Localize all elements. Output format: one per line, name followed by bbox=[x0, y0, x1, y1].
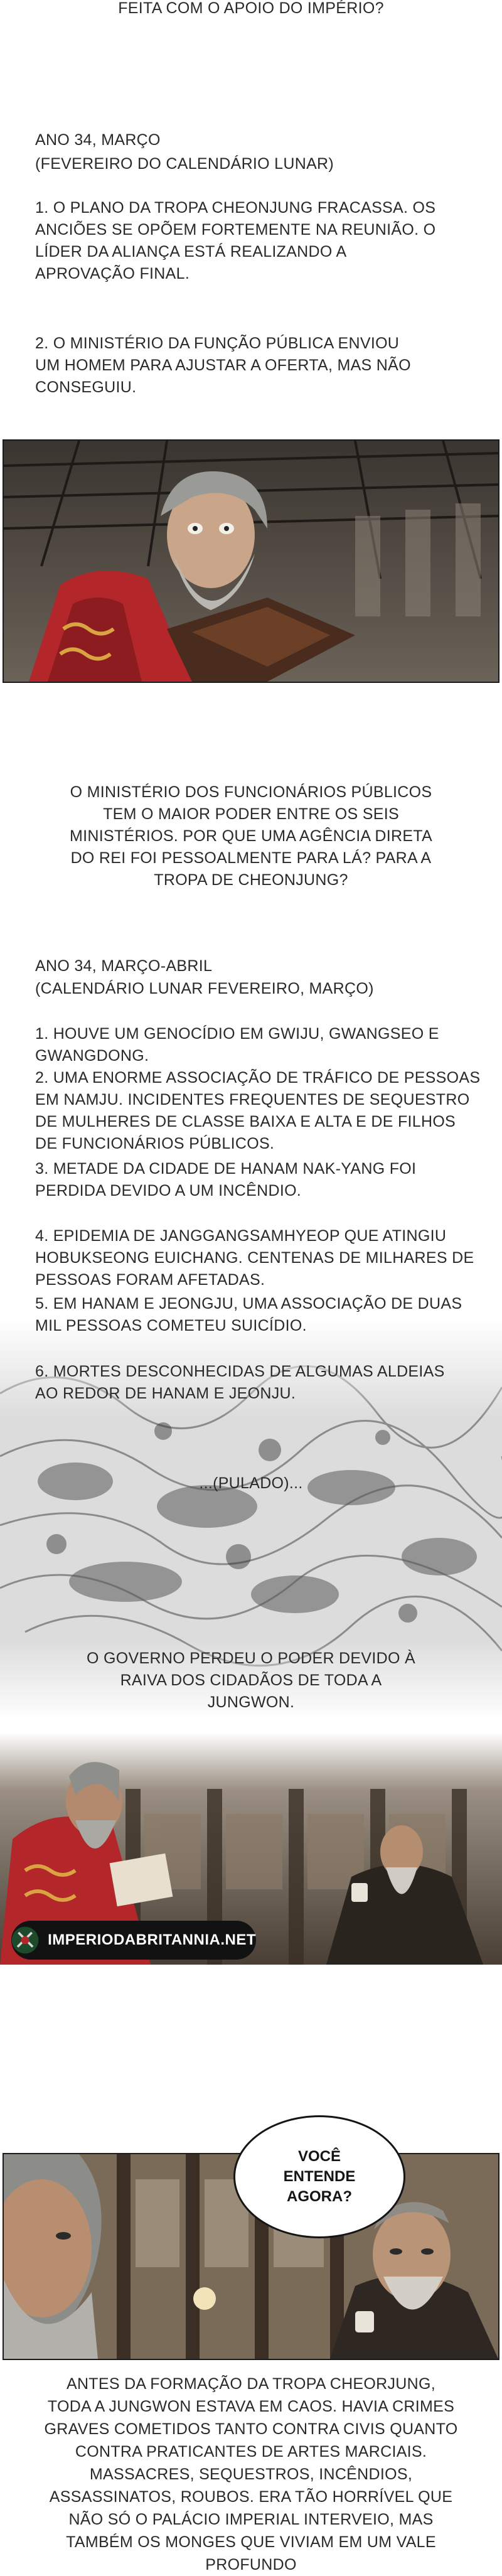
speech-bubble bbox=[233, 2115, 405, 2238]
top-caption: FEITA COM O APOIO DO IMPÉRIO? bbox=[118, 0, 384, 17]
elder-reading-illustration bbox=[4, 441, 498, 682]
record1-item1: 1. O PLANO DA TROPA CHEONJUNG FRACASSA. OS ANCIÕES SE OPÕEM FORTEMENTE NA REUNIÃO. O LÍDER DA ALIANÇA ESTÁ REALIZANDO A APROVAÇÃO FINAL. bbox=[35, 199, 436, 282]
panel-hall-scene bbox=[0, 1732, 502, 1965]
record2-date: ANO 34, MARÇO-ABRIL bbox=[35, 957, 213, 975]
record1-date: ANO 34, MARÇO bbox=[35, 131, 161, 149]
record2-item1: 1. HOUVE UM GENOCÍDIO EM GWIJU, GWANGSEO E GWANGDONG. bbox=[35, 1025, 439, 1065]
record1-calendar: (FEVEREIRO DO CALENDÁRIO LUNAR) bbox=[35, 155, 334, 173]
government-caption: O GOVERNO PERDEU O PODER DEVIDO À RAIVA DOS CIDADÃOS DE TODA A JUNGWON. bbox=[87, 1650, 415, 1711]
ministry-question: O MINISTÉRIO DOS FUNCIONÁRIOS PÚBLICOS TEM O MAIOR PODER ENTRE OS SEIS MINISTÉRIOS. POR QUE UMA AGÊNCIA DIRETA DO REI FOI PESSOALMENTE PARA LÁ? PARA A TROPA DE CHEONJUNG? bbox=[70, 783, 432, 889]
watermark-text: IMPERIODABRITANNIA.NET bbox=[48, 1931, 256, 1948]
record2-item2: 2. UMA ENORME ASSOCIAÇÃO DE TRÁFICO DE PESSOAS EM NAMJU. INCIDENTES FREQUENTES DE SEQUESTRO DE MULHERES DE CLASSE BAIXA E ALTA E DE FILHOS DE FUNCIONÁRIOS PÚBLICOS. bbox=[35, 1069, 481, 1152]
record2-item3: 3. METADE DA CIDADE DE HANAM NAK-YANG FOI PERDIDA DEVIDO A UM INCÊNDIO. bbox=[35, 1160, 417, 1199]
record2-item5: 5. EM HANAM E JEONGJU, UMA ASSOCIAÇÃO DE DUAS MIL PESSOAS COMETEU SUICÍDIO. bbox=[35, 1295, 462, 1334]
record1-item2: 2. O MINISTÉRIO DA FUNÇÃO PÚBLICA ENVIOU UM HOMEM PARA AJUSTAR A OFERTA, MAS NÃO CONSEGUIU. bbox=[35, 335, 411, 396]
panel-elder-reading bbox=[3, 439, 499, 683]
skipped-note: ...(PULADO)... bbox=[199, 1474, 303, 1492]
speech-text: VOCÊ ENTENDE AGORA? bbox=[283, 2148, 356, 2205]
record2-item6: 6. MORTES DESCONHECIDAS DE ALGUMAS ALDEIAS AO REDOR DE HANAM E JEONJU. bbox=[35, 1363, 445, 1402]
watermark-badge bbox=[11, 1921, 256, 1960]
crossed-swords-logo-icon bbox=[11, 1921, 39, 1960]
bottom-caption: ANTES DA FORMAÇÃO DA TROPA CHEORJUNG, TODA A JUNGWON ESTAVA EM CAOS. HAVIA CRIMES GRAVES COMETIDOS TANTO CONTRA CIVIS QUANTO CONTRA PRATICANTES DE ARTES MARCIAIS. MASSACRES, SEQUESTROS, INCÊNDIOS, ASSASSINATOS, ROUBOS. ERA TÃO HORRÍVEL QUE NÃO SÓ O PALÁCIO IMPERIAL INTERVEIO, MAS TAMBÉM OS MONGES QUE VIVIAM EM UM VALE PROFUNDO bbox=[44, 2375, 458, 2573]
record2-calendar: (CALENDÁRIO LUNAR FEVEREIRO, MARÇO) bbox=[35, 980, 374, 997]
record2-item4: 4. EPIDEMIA DE JANGGANGSAMHYEOP QUE ATINGIU HOBUKSEONG EUICHANG. CENTENAS DE MILHARES DE PESSOAS FORAM AFETADAS. bbox=[35, 1227, 474, 1289]
